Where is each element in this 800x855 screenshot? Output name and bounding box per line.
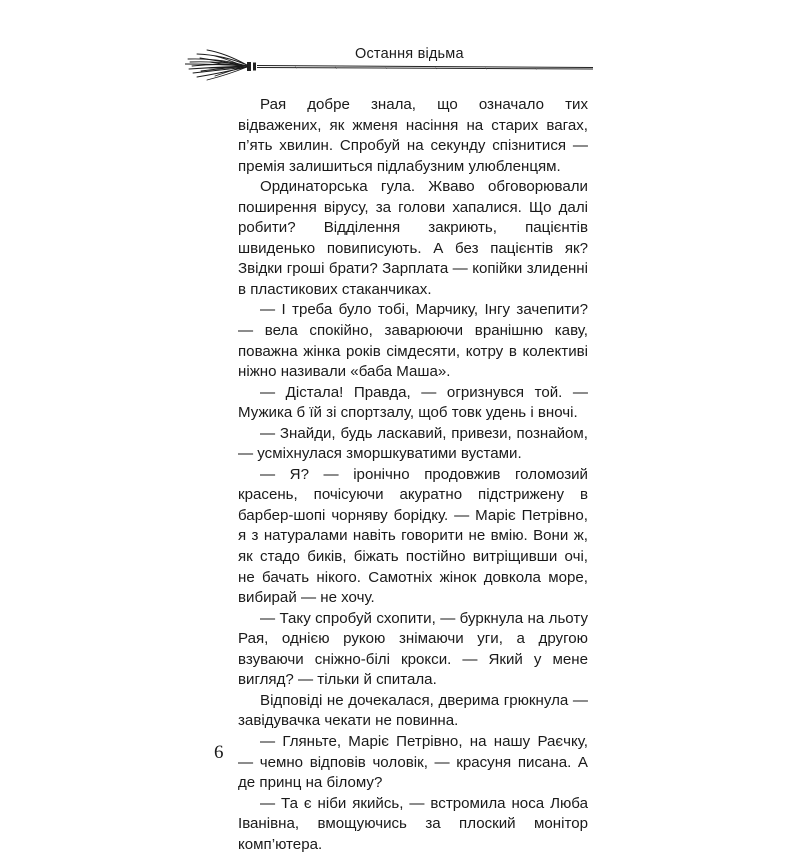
body-text [238,95,588,855]
running-title: Остання відьма [355,46,464,62]
paragraph: — Я? — іронічно продовжив голомозий красень, почісуючи акуратно підстрижену в барбер-шопі чорняву борідку. — Маріє Петрівно, я з натуралами навіть говорити не вмію. Вони ж, як стадо биків, біжать постійно витріщивши очі, не бачать нікого. Самотніх жінок довкола море, вибирай — не хочу. [238,465,588,607]
paragraph: — Таку спробуй схопити, — буркнула на льоту Рая, однією рукою знімаючи уги, а другою взуваючи сніжно-білі крокси. — Який у мене вигляд? — тільки й спитала. [238,609,588,689]
paragraph: — І треба було тобі, Марчику, Інгу зачепити? — вела спокійно, заварюючи вранішню каву, поважна жінка років сімдесяти, котру в колективі ніжно називали «баба Маша». [238,301,588,381]
paragraph: Відповіді не дочекалася, дверима грюкнула — завідувачка чекати не повинна. [238,691,588,730]
paragraph: — Дістала! Правда, — огризнувся той. — Мужика б їй зі спортзалу, щоб товк удень і вночі. [238,383,588,422]
paragraph: — Гляньте, Маріє Петрівно, на нашу Раєчку, — чемно відповів чоловік, — красуня писана. А де принц на білому? [238,732,588,792]
paragraph: Ординаторська гула. Жваво обговорювали поширення вірусу, за голови хапалися. Що далі робити? Відділення закриють, пацієнтів швиденько повиписують. А без пацієнтів як? Звідки гроші брати? Зарплата — копійки злиденні в пластикових стаканчиках. [238,178,588,298]
paragraph: — Та є ніби якийсь, — встромила носа Люба Іванівна, вмощуючись за плоский монітор комп’ютера. [238,794,588,853]
page-number: 6 [214,742,224,763]
running-header [185,40,600,90]
paragraph: Рая добре знала, що означало тих відважених, як жменя насіння на старих вагах, п’ять хвилин. Спробуй на секунду спізнитися — премія залишиться підлабузним улюбленцям. [238,96,588,175]
paragraph: — Знайди, будь ласкавий, привези, познайом, — усміхнулася зморшкуватими вустами. [238,424,588,463]
